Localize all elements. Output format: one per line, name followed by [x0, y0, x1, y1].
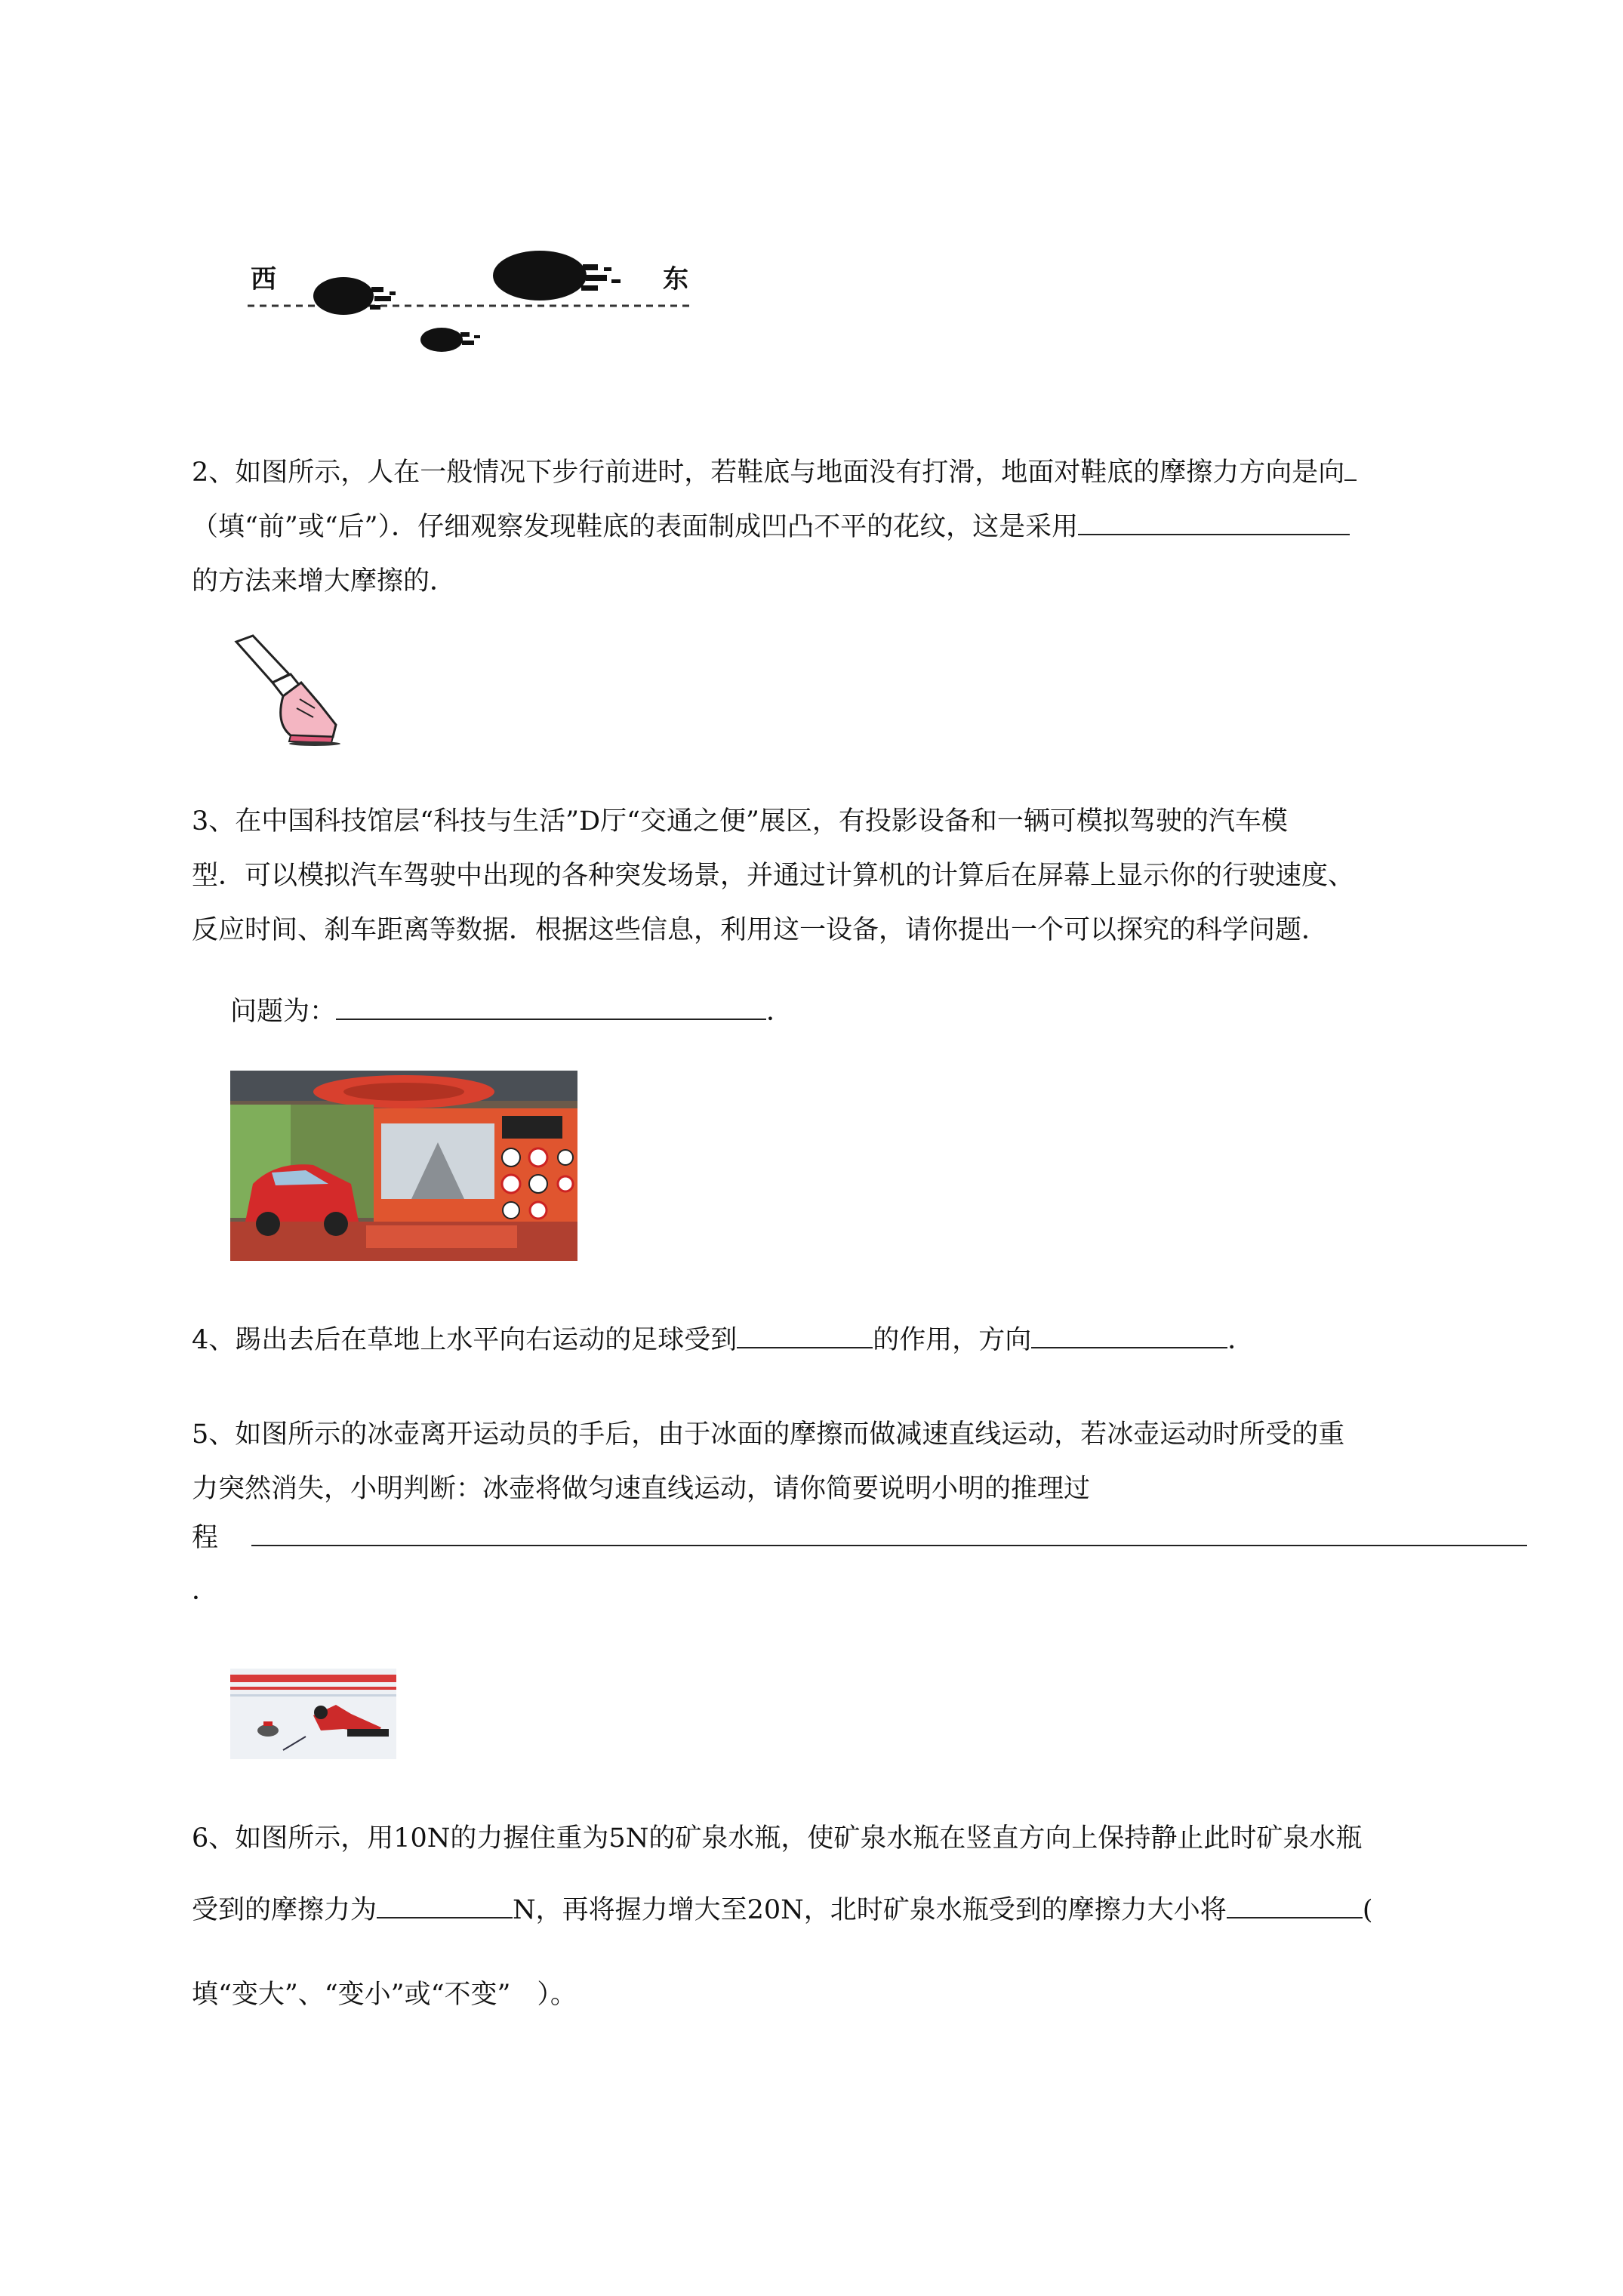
- footprint-left: [313, 277, 396, 315]
- question-6-line2: [192, 1888, 1372, 1933]
- q5-line1: 5、如图所示的冰壶离开运动员的手后，由于冰面的摩擦而做减速直线运动，若冰壶运动时所受的重: [192, 1419, 1345, 1450]
- q5-line2: 力突然消失，小明判断：冰壶将做匀速直线运动，请你简要说明小明的推理过: [192, 1474, 1091, 1504]
- q2-blank-direction[interactable]: [1344, 457, 1357, 481]
- shoe-figure: [230, 633, 351, 746]
- q4-text-part2: 的作用，方向: [873, 1325, 1032, 1355]
- q2-text-part3: 的方法来增大摩擦的．: [192, 566, 457, 596]
- question-6-line3: [192, 1972, 577, 2017]
- q5-line4-text: ．: [192, 1576, 219, 1606]
- q3-answer-row: [230, 989, 793, 1034]
- q6-line2-part2: N，再将握力增大至20N，北时矿泉水瓶受到的摩擦力大小将: [513, 1895, 1227, 1925]
- q6-blank-change[interactable]: [1227, 1894, 1363, 1918]
- q2-text-part2: （填“前”或“后”）．仔细观察发现鞋底的表面制成凹凸不平的花纹，这是采用: [192, 512, 1079, 542]
- question-3: [192, 794, 1535, 957]
- exhibition-drawing: [230, 1071, 577, 1261]
- q5-answer-blank[interactable]: [251, 1522, 1527, 1546]
- q5-line3-prefix: 程: [192, 1523, 219, 1553]
- footprint-bottom: [420, 328, 480, 352]
- q2-blank-method[interactable]: [1078, 511, 1350, 535]
- question-5: [192, 1407, 1535, 1516]
- east-label: 东: [663, 264, 688, 294]
- q4-text-part1: 4、踢出去后在草地上水平向右运动的足球受到: [192, 1325, 738, 1355]
- question-6-line1: [192, 1816, 1362, 1861]
- question-4: [192, 1318, 1254, 1363]
- q4-blank-force[interactable]: [737, 1324, 873, 1348]
- q3-line1: 3、在中国科技馆层“科技与生活”D厅“交通之便”展区，有投影设备和一辆可模拟驾驶的汽车模: [192, 806, 1288, 837]
- q6-blank-friction[interactable]: [377, 1894, 513, 1918]
- q4-text-part3: ．: [1227, 1325, 1255, 1355]
- q3-answer-blank[interactable]: [336, 996, 766, 1020]
- q6-line2-part1: 受到的摩擦力为: [192, 1895, 377, 1925]
- q5-answer-row: [192, 1515, 1527, 1561]
- q6-line3: 填“变大”、“变小”或“不变” ）。: [192, 1980, 577, 2010]
- q6-line1: 6、如图所示，用10N的力握住重为5N的矿泉水瓶，使矿泉水瓶在竖直方向上保持静止此时矿泉水瓶: [192, 1823, 1363, 1854]
- q3-line2: 型．可以模拟汽车驾驶中出现的各种突发场景，并通过计算机的计算后在屏幕上显示你的行驶速度、: [192, 861, 1355, 891]
- shoe-drawing: [230, 633, 351, 746]
- footprint-right: [493, 251, 621, 300]
- exhibition-photo: [230, 1071, 577, 1261]
- q3-answer-prefix: 问题为：: [230, 997, 337, 1027]
- west-label: 西: [251, 264, 276, 294]
- question-2: [192, 445, 1535, 609]
- q4-blank-direction[interactable]: [1031, 1324, 1227, 1348]
- curling-drawing: [230, 1669, 396, 1759]
- q3-line3: 反应时间、刹车距离等数据．根据这些信息，利用这一设备，请你提出一个可以探究的科学问题．: [192, 915, 1329, 945]
- q6-line2-part3: (: [1362, 1895, 1373, 1925]
- footprint-figure: [242, 242, 710, 370]
- q5-line4: [192, 1568, 218, 1613]
- curling-photo: [230, 1669, 396, 1759]
- q2-text-part1: 2、如图所示，人在一般情况下步行前进时，若鞋底与地面没有打滑，地面对鞋底的摩擦力方向是向: [192, 458, 1345, 488]
- q3-answer-suffix: ．: [766, 997, 793, 1027]
- footprints-drawing: [242, 242, 710, 370]
